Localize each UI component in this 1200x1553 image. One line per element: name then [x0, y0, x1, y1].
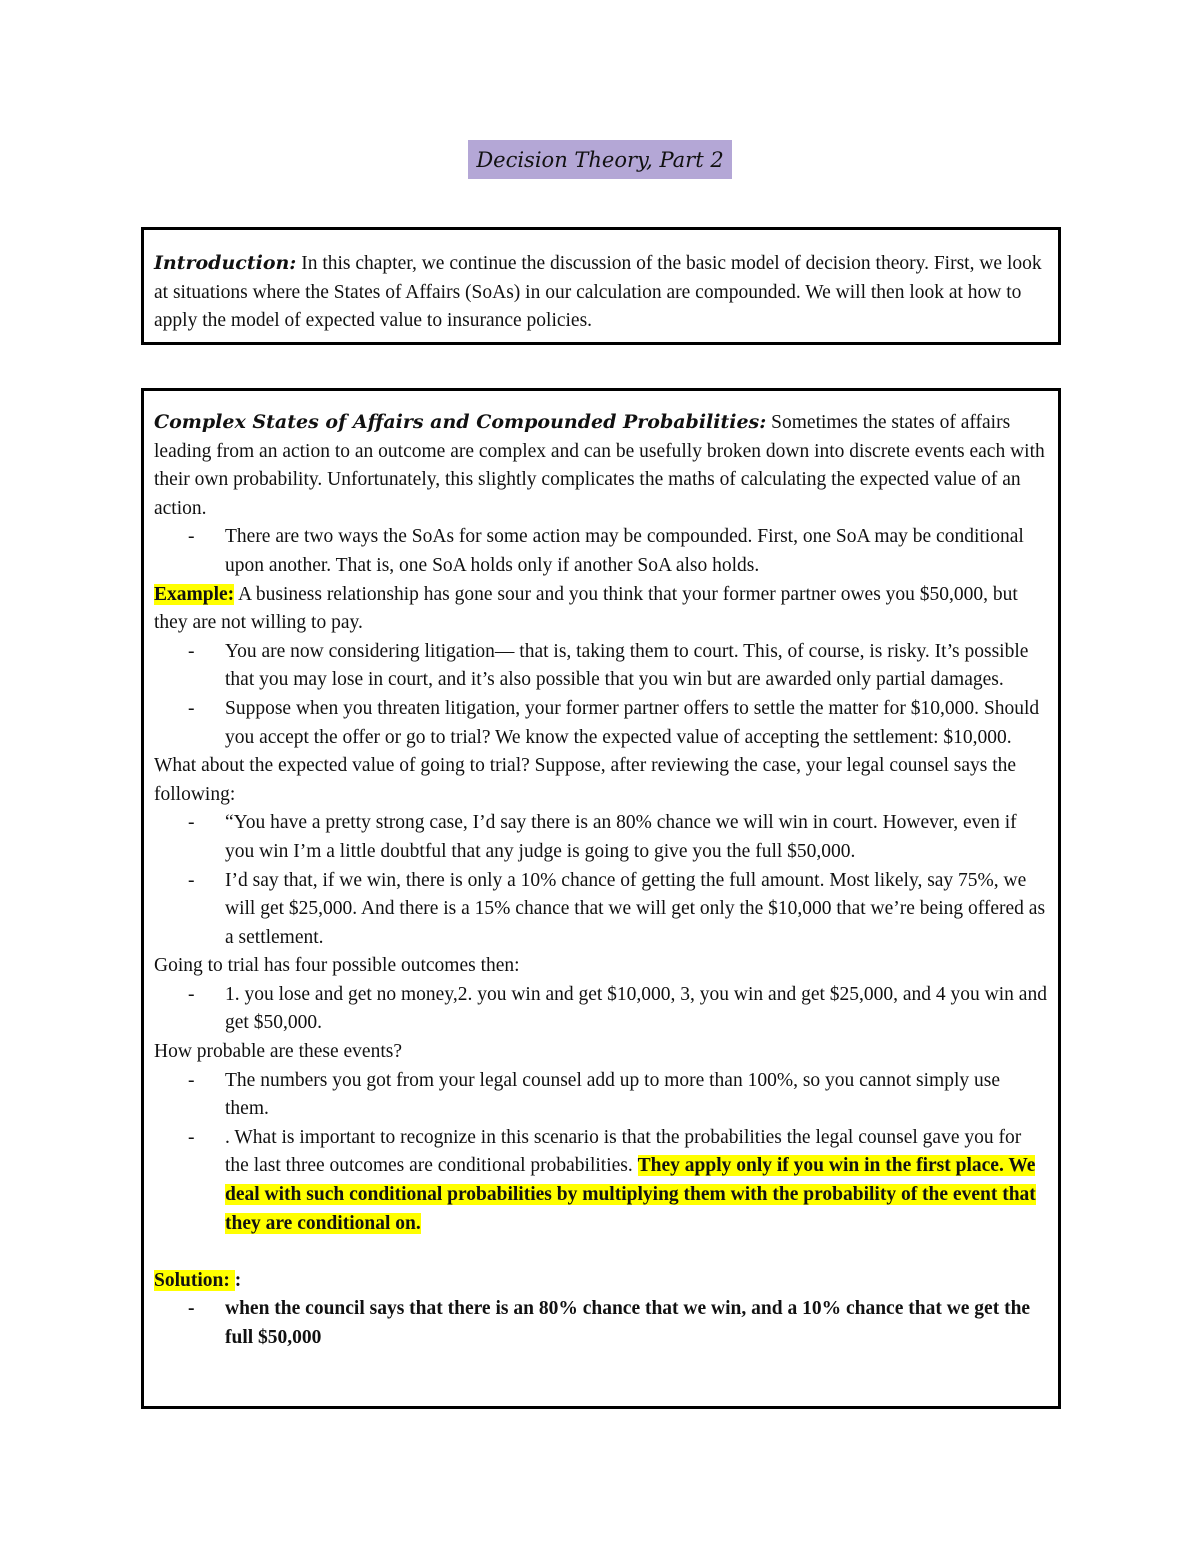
highlighted-text: They apply only if you win in the first place. We deal with such conditional probabilities by multiplying them with the probability of the event that they are conditional on. [225, 1155, 1036, 1234]
page-title: Decision Theory, Part 2 [468, 140, 731, 179]
example-paragraph [154, 581, 1048, 638]
bullet-dash: - [188, 869, 195, 891]
blank-line [154, 1238, 1048, 1267]
bullet-dash: - [188, 640, 195, 662]
bullet-item [154, 1067, 1048, 1124]
page-title-container [0, 140, 1200, 179]
complex-states-paragraph [154, 408, 1048, 523]
bullet-dash: - [188, 1126, 195, 1148]
bullet-item [154, 638, 1048, 695]
bullet-item [154, 1124, 1048, 1238]
introduction-box [141, 227, 1061, 345]
bullet-text: when the council says that there is an 80% chance that we win, and a 10% chance that we get the full $50,000 [225, 1298, 1031, 1348]
bullet-item [154, 1295, 1048, 1352]
bullet-item [154, 695, 1048, 752]
introduction-text: In this chapter, we continue the discussion of the basic model of decision theory. First, we look at situations where the States of Affairs (SoAs) in our calculation are compounded. We will then look at how to apply the model of expected value to insurance policies. [154, 253, 1042, 332]
bullet-text: You are now considering litigation— that is, taking them to court. This, of course, is risky. It’s possible that you may lose in court, and it’s also possible that you win but are awarded only partial damages. [225, 640, 1029, 691]
solution-paragraph [154, 1267, 1048, 1296]
bullet-dash: - [188, 812, 195, 834]
outcomes-paragraph: Going to trial has four possible outcomes then: [154, 955, 520, 977]
probable-paragraph: How probable are these events? [154, 1041, 402, 1063]
bullet-text: The numbers you got from your legal counsel add up to more than 100%, so you cannot simply use them. [225, 1069, 1000, 1120]
example-text: A business relationship has gone sour and you think that your former partner owes you $50,000, but they are not willing to pay. [154, 583, 1018, 634]
bullet-text: 1. you lose and get no money,2. you win and get $10,000, 3, you win and get $25,000, and 4 you win and get $50,000. [225, 983, 1047, 1034]
bullet-dash: - [188, 1298, 195, 1320]
complex-states-heading: Complex States of Affairs and Compounded Probabilities: [154, 411, 767, 433]
bullet-dash: - [188, 983, 195, 1005]
solution-suffix: : [234, 1269, 242, 1291]
bullet-dash: - [188, 697, 195, 719]
introduction-label: Introduction: [154, 252, 297, 274]
bullet-text: Suppose when you threaten litigation, your former partner offers to settle the matter for $10,000. Should you accept the offer or go to trial? We know the expected value of accepting the settlement: $10,000. [225, 697, 1040, 748]
example-label: Example: [154, 583, 235, 605]
solution-label: Solution: [154, 1269, 235, 1291]
bullet-dash: - [188, 526, 195, 548]
bullet-text: . What is important to recognize in this scenario is that the probabilities the legal counsel gave you for the last three outcomes are conditional probabilities. [225, 1126, 1022, 1177]
bullet-item [154, 981, 1048, 1038]
complex-states-box [141, 388, 1061, 1409]
bullet-text: “You have a pretty strong case, I’d say there is an 80% chance we will win in court. However, even if you win I’m a little doubtful that any judge is going to give you the full $50,000. [225, 812, 1017, 862]
trial-paragraph: What about the expected value of going to trial? Suppose, after reviewing the case, your legal counsel says the following: [154, 755, 1017, 805]
bullet-item [154, 809, 1048, 866]
complex-states-intro-text: Sometimes the states of affairs leading from an action to an outcome are complex and can be usefully broken down into discrete events each with their own probability. Unfortunately, this slightly complicates the maths of calculating the expected value of an action. [154, 412, 1045, 519]
bullet-text: I’d say that, if we win, there is only a 10% chance of getting the full amount. Most likely, say 75%, we will get $25,000. And there is a 15% chance that we will get only the $10,000 that we’re being offered as a settlement. [225, 869, 1046, 948]
bullet-dash: - [188, 1069, 195, 1091]
introduction-paragraph [154, 249, 1048, 336]
bullet-item [154, 867, 1048, 953]
bullet-item [154, 523, 1048, 580]
bullet-text: There are two ways the SoAs for some action may be compounded. First, one SoA may be conditional upon another. That is, one SoA holds only if another SoA also holds. [225, 526, 1024, 576]
